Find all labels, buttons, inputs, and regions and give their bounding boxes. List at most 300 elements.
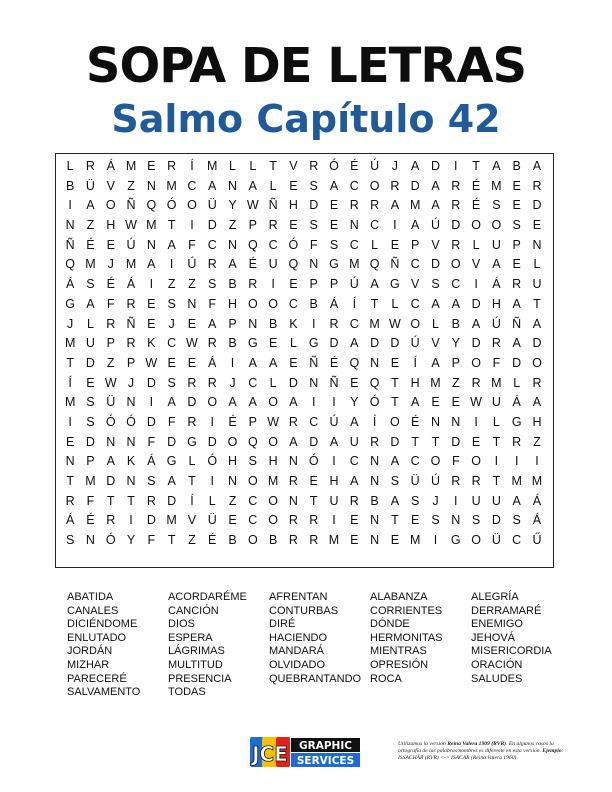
grid-letter: O — [369, 178, 380, 193]
grid-letter: O — [247, 474, 258, 488]
grid-letter: U — [349, 434, 359, 449]
grid-letter: A — [431, 296, 440, 311]
grid-letter: R — [532, 375, 542, 390]
grid-letter: C — [349, 237, 359, 252]
grid-letter: M — [166, 513, 177, 528]
grid-letter: A — [106, 454, 115, 469]
grid-letter: M — [85, 257, 96, 272]
grid-letter: O — [207, 395, 218, 410]
grid-letter: R — [512, 277, 522, 292]
grid-letter: Ú — [349, 277, 359, 292]
word-item: CANALES — [67, 604, 119, 617]
grid-letter: W — [104, 375, 117, 390]
grid-letter: P — [126, 355, 136, 370]
grid-letter: A — [411, 159, 420, 173]
grid-letter: N — [451, 513, 461, 528]
grid-letter: W — [125, 218, 137, 233]
grid-letter: O — [227, 434, 238, 449]
word-item: TODAS — [168, 686, 206, 699]
grid-letter: N — [126, 395, 136, 410]
grid-letter: Y — [451, 336, 460, 351]
version-note: Utilizamos la versión Reina Valera 1909 (RVR). En algunos casos la ortografía de las palabras/nombres es diferente en esta versión. Ejemplo: ISSACHÂR (RVR) <-> ISACAR (Reina Valera 1960) — [398, 741, 564, 761]
grid-row — [56, 275, 553, 295]
grid-letter: T — [66, 474, 74, 488]
grid-letter: F — [309, 237, 318, 252]
grid-letter: N — [85, 533, 95, 548]
grid-letter: N — [126, 434, 136, 449]
grid-letter: J — [168, 316, 175, 331]
grid-letter: D — [106, 474, 116, 488]
grid-letter: J — [67, 316, 74, 331]
grid-letter: D — [451, 434, 461, 449]
grid-row — [56, 452, 553, 472]
grid-letter: Ú — [370, 159, 380, 173]
grid-letter: I — [474, 277, 478, 292]
grid-letter: D — [390, 336, 400, 351]
grid-letter: N — [430, 414, 440, 429]
grid-letter: Á — [492, 277, 501, 292]
grid-letter: G — [390, 277, 400, 292]
grid-letter: A — [532, 316, 542, 331]
grid-letter: W — [470, 395, 482, 410]
grid-letter: R — [349, 493, 359, 508]
grid-letter: R — [309, 533, 319, 548]
grid-letter: É — [208, 533, 217, 548]
grid-letter: N — [228, 178, 238, 193]
grid-letter: N — [370, 513, 380, 528]
grid-letter: D — [146, 513, 156, 528]
grid-letter: P — [411, 237, 420, 252]
grid-letter: F — [492, 355, 501, 370]
grid-letter: M — [85, 474, 96, 488]
grid-letter: A — [350, 474, 359, 488]
grid-letter: Á — [126, 277, 136, 292]
grid-letter: H — [532, 414, 542, 429]
grid-letter: W — [267, 414, 280, 429]
grid-letter: R — [451, 237, 461, 252]
grid-letter: P — [248, 218, 257, 233]
grid-letter: M — [64, 336, 76, 351]
grid-letter: C — [248, 513, 258, 528]
grid-letter: W — [145, 355, 158, 370]
grid-letter: D — [309, 198, 319, 213]
grid-letter: D — [532, 198, 542, 213]
grid-letter: I — [332, 454, 336, 469]
grid-letter: L — [208, 493, 216, 508]
grid-letter: D — [390, 434, 400, 449]
grid-letter: R — [370, 434, 380, 449]
grid-letter: E — [512, 178, 521, 193]
grid-letter: N — [349, 218, 359, 233]
grid-letter: J — [229, 375, 236, 390]
grid-letter: L — [371, 237, 379, 252]
grid-letter: Ñ — [309, 355, 319, 370]
grid-row — [56, 354, 553, 374]
grid-letter: C — [410, 296, 420, 311]
grid-letter: V — [431, 237, 440, 252]
grid-letter: V — [411, 277, 420, 292]
grid-letter: S — [512, 513, 521, 528]
word-item: ESPERA — [168, 631, 213, 644]
grid-letter: C — [288, 296, 298, 311]
grid-letter: C — [349, 316, 359, 331]
grid-letter: L — [533, 257, 541, 272]
grid-letter: O — [268, 493, 278, 508]
grid-row — [56, 472, 553, 492]
word-item: OLVIDADO — [269, 658, 326, 671]
grid-letter: A — [248, 178, 257, 193]
grid-letter: Q — [369, 375, 380, 390]
grid-letter: G — [187, 434, 197, 449]
grid-letter: E — [147, 296, 156, 311]
grid-letter: E — [390, 237, 400, 252]
grid-letter: I — [332, 513, 336, 528]
grid-letter: F — [451, 454, 460, 469]
grid-letter: C — [187, 178, 197, 193]
grid-letter: I — [514, 454, 519, 469]
word-item: JORDÁN — [67, 645, 113, 658]
grid-letter: D — [187, 395, 197, 410]
grid-letter: Á — [329, 296, 339, 311]
grid-letter: E — [471, 434, 481, 449]
grid-letter: E — [86, 375, 95, 390]
grid-letter: C — [512, 533, 522, 548]
grid-letter: É — [86, 237, 95, 252]
grid-letter: D — [167, 434, 177, 449]
grid-letter: U — [491, 395, 501, 410]
grid-letter: N — [248, 316, 258, 331]
grid-letter: P — [309, 277, 318, 292]
grid-letter: A — [411, 395, 420, 410]
grid-letter: P — [451, 355, 460, 370]
grid-letter: M — [328, 533, 340, 548]
grid-letter: C — [451, 277, 461, 292]
grid-letter: É — [248, 257, 257, 272]
word-item: DIRÉ — [269, 618, 296, 631]
grid-letter: Ó — [329, 159, 339, 173]
grid-letter: R — [207, 336, 217, 351]
grid-letter: N — [451, 414, 461, 429]
word-item: CORRIENTES — [370, 604, 443, 617]
grid-letter: E — [289, 218, 298, 233]
grid-letter: T — [309, 493, 318, 508]
grid-letter: Á — [65, 277, 75, 292]
grid-letter: I — [190, 218, 194, 233]
grid-letter: A — [431, 178, 440, 193]
word-item: DIOS — [168, 618, 195, 631]
grid-letter: A — [411, 218, 420, 233]
grid-letter: D — [471, 336, 481, 351]
grid-letter: A — [329, 178, 339, 193]
grid-letter: D — [430, 159, 440, 173]
grid-letter: Ñ — [268, 198, 278, 213]
grid-letter: H — [329, 474, 339, 488]
word-item: ALEGRÍA — [471, 591, 519, 603]
grid-letter: N — [187, 296, 197, 311]
grid-letter: I — [230, 355, 235, 370]
grid-letter: Ú — [430, 218, 440, 233]
word-item: PARECERÉ — [67, 672, 127, 685]
grid-letter: A — [248, 395, 257, 410]
grid-letter: A — [147, 257, 156, 272]
grid-letter: G — [450, 533, 461, 548]
grid-letter: G — [247, 336, 258, 351]
grid-letter: A — [167, 395, 176, 410]
grid-letter: A — [228, 257, 237, 272]
grid-letter: A — [390, 454, 400, 469]
grid-row — [56, 492, 553, 512]
grid-letter: H — [268, 454, 278, 469]
grid-letter: Z — [106, 355, 115, 370]
word-item: SALUDES — [471, 672, 523, 685]
grid-letter: D — [85, 434, 95, 449]
grid-letter: Ú — [491, 316, 501, 331]
grid-letter: Ñ — [512, 316, 522, 331]
grid-letter: I — [210, 414, 214, 429]
grid-letter: I — [149, 277, 154, 292]
letter-grid — [55, 153, 554, 568]
grid-letter: I — [311, 395, 316, 410]
grid-letter: Ú — [329, 414, 339, 429]
grid-letter: A — [492, 257, 501, 272]
grid-letter: Ü — [207, 198, 217, 213]
grid-letter: C — [309, 414, 319, 429]
grid-letter: Q — [247, 237, 258, 252]
grid-letter: Ñ — [329, 375, 339, 390]
grid-letter: E — [289, 355, 298, 370]
grid-letter: F — [147, 533, 156, 548]
grid-letter: L — [269, 178, 277, 193]
grid-letter: S — [390, 474, 400, 488]
grid-letter: Á — [147, 454, 156, 469]
grid-letter: L — [513, 375, 521, 390]
grid-letter: O — [268, 434, 278, 449]
grid-letter: A — [248, 355, 257, 370]
grid-letter: A — [228, 395, 237, 410]
grid-letter: Á — [65, 513, 75, 528]
grid-letter: U — [491, 493, 501, 508]
grid-letter: H — [288, 198, 298, 213]
grid-letter: N — [532, 237, 542, 252]
grid-letter: E — [350, 513, 359, 528]
grid-letter: Z — [228, 218, 237, 233]
grid-letter: D — [329, 336, 339, 351]
grid-letter: O — [390, 414, 400, 429]
grid-letter: E — [329, 218, 339, 233]
grid-letter: Z — [127, 178, 135, 193]
grid-letter: N — [146, 178, 156, 193]
grid-letter: É — [228, 414, 237, 429]
grid-letter: L — [432, 316, 439, 331]
word-column — [168, 591, 269, 700]
grid-letter: L — [66, 159, 74, 173]
grid-letter: A — [167, 237, 176, 252]
grid-letter: A — [532, 395, 542, 410]
grid-letter: O — [268, 296, 278, 311]
grid-letter: E — [309, 474, 318, 488]
grid-letter: Q — [146, 198, 157, 213]
grid-letter: Y — [350, 395, 359, 410]
grid-letter: N — [288, 493, 298, 508]
grid-letter: R — [451, 178, 461, 193]
grid-letter: E — [147, 159, 156, 173]
grid-letter: L — [229, 159, 236, 173]
grid-letter: N — [228, 237, 238, 252]
word-item: ABATIDA — [67, 591, 114, 603]
grid-letter: Í — [352, 296, 357, 311]
page-title: SOPA DE LETRAS — [85, 38, 527, 94]
grid-letter: É — [471, 178, 481, 193]
grid-row — [56, 413, 553, 433]
grid-letter: Ó — [105, 533, 116, 548]
grid-letter: G — [308, 336, 319, 351]
grid-letter: Z — [228, 493, 237, 508]
grid-letter: Q — [247, 434, 258, 449]
grid-letter: I — [210, 474, 214, 488]
grid-row — [56, 157, 553, 177]
grid-letter: M — [64, 395, 76, 410]
grid-letter: Z — [451, 375, 460, 390]
grid-letter: N — [65, 218, 75, 233]
grid-letter: B — [228, 336, 237, 351]
grid-letter: D — [207, 434, 217, 449]
grid-letter: A — [431, 198, 440, 213]
grid-letter: D — [491, 513, 501, 528]
grid-letter: T — [167, 533, 176, 548]
grid-letter: G — [329, 257, 339, 272]
word-list — [67, 591, 557, 700]
grid-letter: R — [126, 336, 136, 351]
grid-letter: R — [288, 513, 298, 528]
grid-letter: É — [350, 159, 359, 173]
grid-letter: A — [451, 296, 460, 311]
grid-letter: B — [268, 316, 278, 331]
grid-letter: D — [207, 218, 217, 233]
grid-letter: H — [228, 454, 238, 469]
grid-letter: É — [329, 355, 339, 370]
grid-letter: A — [289, 395, 298, 410]
grid-letter: Ü — [491, 533, 501, 548]
grid-letter: B — [309, 296, 318, 311]
word-column — [269, 591, 370, 700]
grid-letter: D — [532, 336, 542, 351]
grid-letter: T — [106, 493, 115, 508]
word-item: HACIENDO — [269, 631, 328, 644]
grid-letter: P — [512, 237, 521, 252]
grid-letter: S — [86, 395, 95, 410]
grid-letter: M — [409, 533, 421, 548]
grid-letter: R — [268, 218, 278, 233]
grid-letter: Ű — [532, 533, 542, 548]
grid-letter: R — [471, 375, 481, 390]
grid-letter: M — [125, 159, 137, 173]
grid-letter: C — [207, 237, 217, 252]
grid-letter: N — [106, 434, 116, 449]
grid-letter: I — [535, 454, 539, 469]
grid-letter: Z — [167, 277, 176, 292]
grid-letter: S — [329, 237, 339, 252]
grid-letter: E — [350, 533, 359, 548]
grid-letter: M — [409, 198, 421, 213]
grid-letter: D — [85, 355, 95, 370]
grid-letter: E — [532, 218, 542, 233]
grid-letter: J — [127, 375, 135, 390]
grid-letter: T — [492, 434, 501, 449]
grid-letter: R — [288, 474, 298, 488]
grid-letter: E — [350, 375, 359, 390]
grid-letter: L — [472, 237, 480, 252]
grid-letter: É — [106, 277, 115, 292]
grid-letter: B — [65, 178, 75, 193]
grid-letter: R — [106, 513, 116, 528]
grid-letter: S — [65, 533, 75, 548]
grid-letter: Ñ — [390, 257, 400, 272]
grid-letter: É — [86, 513, 95, 528]
grid-letter: V — [289, 159, 298, 173]
grid-letter: B — [451, 316, 460, 331]
grid-letter: D — [512, 355, 522, 370]
grid-letter: M — [531, 474, 543, 488]
grid-letter: Ó — [308, 454, 319, 469]
grid-letter: A — [329, 434, 339, 449]
word-item: QUEBRANTANDO — [269, 672, 362, 685]
grid-letter: R — [349, 198, 359, 213]
grid-letter: E — [512, 198, 521, 213]
grid-letter: U — [491, 237, 501, 252]
grid-letter: Í — [190, 159, 194, 173]
grid-letter: E — [390, 355, 400, 370]
grid-letter: E — [451, 395, 460, 410]
grid-letter: D — [430, 257, 440, 272]
grid-letter: T — [391, 395, 399, 410]
grid-letter: M — [166, 178, 177, 193]
grid-letter: L — [86, 316, 94, 331]
grid-letter: G — [511, 414, 522, 429]
grid-letter: Z — [188, 533, 196, 548]
grid-letter: N — [370, 533, 380, 548]
grid-letter: Z — [188, 277, 196, 292]
grid-letter: T — [167, 218, 176, 233]
grid-letter: I — [149, 395, 154, 410]
grid-letter: A — [268, 355, 278, 370]
grid-letter: R — [207, 257, 217, 272]
grid-letter: A — [350, 336, 359, 351]
grid-letter: Ñ — [65, 237, 75, 252]
grid-letter: B — [370, 493, 379, 508]
grid-letter: H — [228, 296, 238, 311]
grid-letter: A — [431, 355, 440, 370]
word-item: ENEMIGO — [471, 618, 523, 631]
word-item: LÁGRIMAS — [168, 645, 225, 658]
grid-letter: Z — [533, 434, 541, 449]
grid-letter: E — [147, 316, 156, 331]
grid-letter: I — [129, 513, 133, 528]
grid-letter: E — [268, 336, 278, 351]
grid-letter: L — [391, 296, 399, 311]
word-item: MIENTRAS — [370, 645, 427, 658]
grid-letter: E — [329, 198, 339, 213]
grid-letter: R — [451, 198, 461, 213]
word-item: MIZHAR — [67, 658, 110, 671]
grid-row — [56, 511, 553, 531]
grid-letter: S — [147, 474, 156, 488]
grid-letter: D — [370, 336, 380, 351]
grid-letter: E — [289, 277, 298, 292]
grid-letter: B — [268, 533, 278, 548]
word-item: MANDARÁ — [269, 645, 325, 658]
grid-letter: Ú — [126, 237, 136, 252]
word-item: ROCA — [370, 672, 402, 685]
